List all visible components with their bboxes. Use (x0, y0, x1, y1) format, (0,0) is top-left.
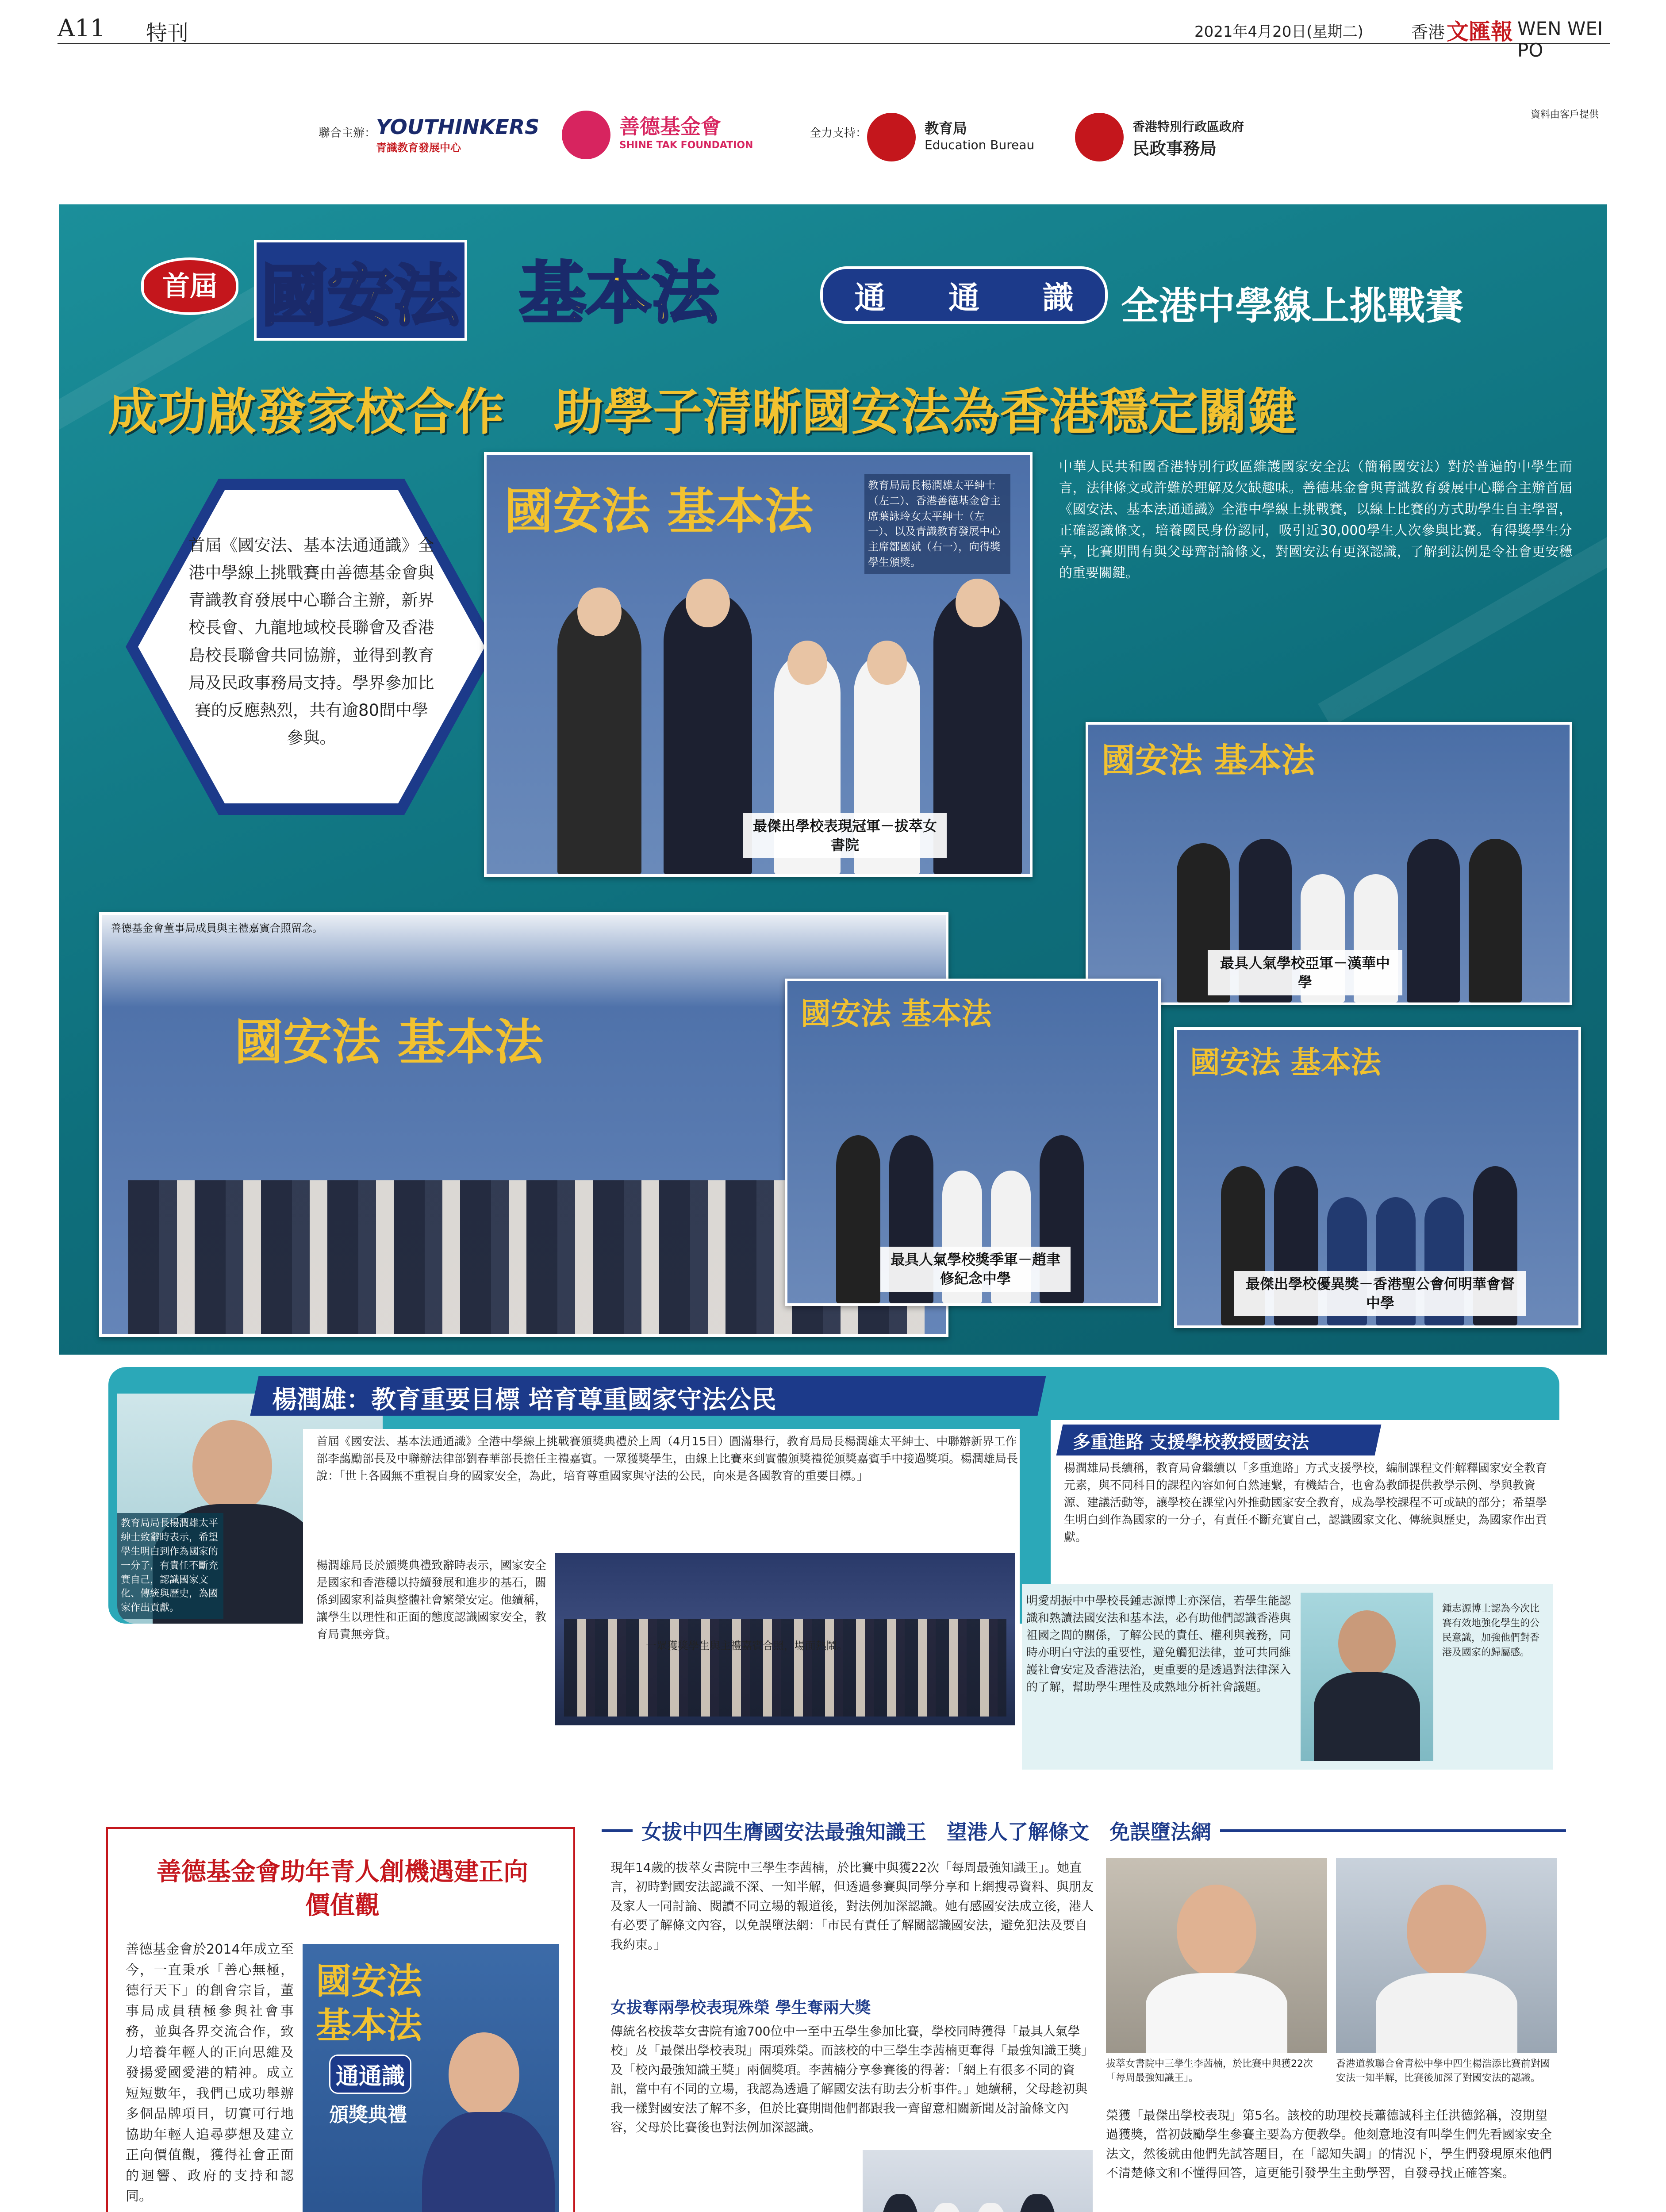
girl-p1: 現年14歲的拔萃女書院中三學生李茜楠，於比賽中與獲22次「每周最強知識王」。她直言，初時對國安法認識不深、一知半解，但透過參賽與同學分享和上網搜尋資料、與朋友及家人一同討論、閱讀不同立場的報道後，對法例加深認識。她有感國安法成立後，港人有必要了解條文內容，以免誤墮法網：「市民有責任了解關認識國安法，避免犯法及要自我約束。」 (610, 1860, 1094, 1952)
edb-logo (925, 117, 1040, 152)
backdrop-title: 國安法 基本法 (801, 996, 992, 1032)
backdrop-title: 國安法 基本法 (504, 483, 814, 540)
poster-line: 國安法 (316, 1960, 422, 2002)
tong-char: 通 (948, 279, 979, 316)
principal-body (1314, 1672, 1420, 1761)
tong-char: 識 (1042, 279, 1074, 316)
boy-student-head (1407, 1885, 1486, 1978)
shine-tak-logo-icon (562, 111, 610, 159)
shine-tak-logo (619, 111, 765, 159)
girl-p2: 傳統名校拔萃女書院有逾700位中一至中五學生參加比賽，學校同時獲得「最具人氣學校」及「最傑出學校表現」兩項殊榮。而該校的中三學生李茜楠更奪得「最強知識王獎」及「校內最強知識王獎」兩個獎項。李茜楠分享參賽後的得著：「網上有很多不同的資訊，當中有不同的立場，我認為透過了解國安法有助去分析事件。」她續稱，父母趁初與我一樣對國安法了解不多，但於比賽期間他們都跟我一齊留意相關新聞及討論條文內容，父母於比賽後也對法例加深認識。 (610, 2024, 1088, 2135)
main-photo-side-caption: 教育局局長楊潤雄太平紳士（左二）、香港善德基金會主席葉詠玲女太平紳士（左一）、以及青識教育發展中心主席鄒國斌（右一），向得獎學生頒獎。 (864, 474, 1010, 574)
yeung-head (192, 1420, 272, 1513)
yeung-photo-caption: 教育局局長楊潤雄太平紳士致辭時表示，希望學生明白到作為國家的一分子，有責任不斷充實自己，認識國家文化、傳統與歷史，為國家作出貢獻。 (117, 1513, 223, 1619)
chairwoman-body (422, 2112, 555, 2212)
hab-line2: 民政事務局 (1132, 139, 1217, 158)
section-name: 特刊 (146, 21, 189, 46)
region-label: 香港 (1411, 23, 1445, 42)
hab-logo (1132, 117, 1318, 159)
issue-date: 2021年4月20日(星期二) (1194, 23, 1363, 41)
title-block (254, 235, 851, 337)
girl-article-title: 女拔中四生膺國安法最強知識王 望港人了解條文 免誤墮法網 (633, 1816, 1220, 1845)
main-photo-caption: 最傑出學校表現冠軍－拔萃女書院 (743, 813, 947, 858)
banner-subtitle: 全港中學線上挑戰賽 (1121, 284, 1463, 328)
tong-char: 通 (854, 279, 886, 316)
p3-label: 善德基金會董事局成員與主禮嘉賓合照留念。 (111, 922, 323, 934)
poster-line: 基本法 (316, 2005, 422, 2046)
boy-photo-caption: 香港道教聯合會青松中學中四生楊浩添比賽前對國安法一知半解，比賽後加深了對國安法的認識。 (1336, 2058, 1551, 2084)
photo-credit: 資料由客戶提供 (1531, 109, 1599, 120)
person-head (956, 579, 1000, 627)
p2-caption: 最具人氣學校亞軍－漢華中學 (1208, 950, 1402, 995)
outstanding-merit-photo (1174, 1027, 1581, 1328)
youthinkers-logo (376, 115, 540, 155)
first-badge (141, 257, 238, 315)
side-title: 多重進路 支援學校教授國安法 (1073, 1432, 1309, 1452)
principal-text: 明愛胡振中中學校長鍾志源博士亦深信，若學生能認識和熟讀法國安法和基本法，必有助他們認識香港與祖國之間的關係，了解公民的責任、權利與義務，同時亦明白守法的重要性，避免觸犯法律，並可共同維護社會安定及香港法治，更重要的是透過對法律深入的了解，幫助學生理性及成熟地分析社會議題。 (1026, 1594, 1291, 1694)
support-label: 全力支持： (810, 127, 868, 140)
person (933, 591, 1022, 874)
newspaper-name: 文匯報 (1447, 19, 1513, 45)
person-head (867, 641, 907, 685)
youthinkers-sub: 青識教育發展中心 (376, 142, 461, 154)
side-text: 楊潤雄局長續稱，教育局會繼續以「多重進路」方式支援學校，編制課程文件解釋國家安全教育元素，與不同科目的課程內容如何自然連繫，有機結合，也會為教師提供教學示例、學與教資源、建議活動等，讓學校在課堂內外推動國家安全教育，成為學校課程不可或缺的部分；希望學生明白到作為國家的一分子，有責任不斷充實自己，認識國家文化、傳統與歷史，為國家作出貢獻。 (1064, 1462, 1547, 1544)
girl-right-p1: 榮獲「最傑出學校表現」第5名。該校的助理校長蕭德誠科主任洪德銘稱，沒期望過獲獎，當初鼓勵學生參賽主要為方便教學。他刻意地沒有叫學生們先看國家安全法文，然後就由他們先試答題目，在「認知失調」的情況下，學生們發現原來他們不清楚條文和不懂得回答，這更能引發學生主動學習，自發尋找正確答案。 (1106, 2108, 1552, 2181)
boy-student-body (1376, 1973, 1517, 2053)
teacher-students-photo (863, 2150, 1093, 2212)
left-article-title: 善德基金會助年青人創機遇建正向價值觀 (157, 1857, 528, 1920)
audience-crowd (564, 1619, 1006, 1717)
youthinkers-name: YOUTHINKERS (376, 115, 540, 139)
edb-cn: 教育局 (925, 120, 967, 137)
shine-tak-en: SHINE TAK FOUNDATION (619, 140, 753, 151)
hexagon-text: 首屆《國安法、基本法通通識》全港中學線上挑戰賽由善德基金會與青識教育發展中心聯合主辦，新界校長會、九龍地域校長聯會及香港島校長聯會共同協辦，並得到教育局及民政事務局支持。學界參加比賽的反應熱烈，共有逾80間中學參與。 (188, 536, 434, 748)
principal-head (1338, 1610, 1396, 1677)
person (664, 591, 752, 874)
girl-student-body (1146, 1973, 1287, 2053)
yeung-text1: 首屆《國安法、基本法通通識》全港中學線上挑戰賽頒獎典禮於上周（4月15日）圓滿舉行，教育局局長楊潤雄太平紳士、中聯辦新界工作部李藹勵部長及中聯辦法律部劉春華部長擔任主禮嘉賓。一眾獲獎學生，由線上比賽來到實體頒獎禮從頒獎嘉賓手中接過獎項。楊潤雄局長說：「世上各國無不重視自身的國家安全，為此，培育尊重國家與守法的公民，向來是各國教育的重要目標。」 (316, 1435, 1018, 1483)
person-head (686, 579, 730, 627)
shine-tak-article (106, 1827, 575, 2212)
title-nsl: 國安法 (254, 240, 467, 341)
backdrop-title: 國安法 基本法 (234, 1014, 544, 1071)
person-head (577, 588, 622, 636)
principal-photo (1301, 1593, 1433, 1761)
girl-student-photo (1106, 1858, 1327, 2053)
girl-student-head (1177, 1885, 1256, 1978)
intro-text: 中華人民共和國香港特別行政區維護國家安全法（簡稱國安法）對於普遍的中學生而言，法律條文或許難於理解及欠缺趣味。善德基金會與青識教育發展中心聯合主辦首屆《國安法、基本法通通識》全港中學線上挑戰賽，以線上比賽的方式助學生自主學習，正確認識條文，培養國民身份認同，吸引近30,000學生人次參與比賽。有得獎學生分享，比賽期間有與父母齊討論條文，對國安法有更深認識，了解到法例是令社會更安穩的重要關鍵。 (1059, 459, 1572, 581)
p4-caption: 最具人氣學校獎季軍－趙聿修紀念中學 (880, 1247, 1071, 1292)
backdrop-title: 國安法 基本法 (1190, 1045, 1381, 1080)
popular-runnerup-photo (1086, 722, 1572, 1005)
backdrop-title: 國安法 基本法 (1102, 741, 1315, 780)
shine-tak-name: 善德基金會 (619, 115, 721, 138)
chairwoman-head (449, 2032, 519, 2116)
girl-sub1: 女拔奪兩學校表現殊榮 學生奪兩大獎 (610, 1999, 871, 2017)
chairwoman-photo (303, 1944, 559, 2212)
page-number: A11 (58, 14, 105, 42)
left-article-p1: 善德基金會於2014年成立至今，一直秉承「善心無極，德行天下」的創會宗旨，董事局成員積極參與社會事務，並與各界交流合作，致力培養年輕人的正向思維及發揚愛國愛港的精神。成立短短數年，我們已成功舉辦多個品牌項目，切實可行地協助年輕人追尋夢想及建立正向價值觀，獲得社會正面的迴響、政府的支持和認同。 (126, 1942, 294, 2204)
boy-student-photo (1336, 1858, 1557, 2053)
hksar-emblem-icon (1075, 113, 1124, 161)
edb-en: Education Bureau (925, 138, 1035, 152)
first-badge-text: 首屆 (162, 270, 217, 302)
page-header (58, 13, 1610, 61)
poster-line: 通通識 (329, 2055, 411, 2094)
girl-photo-caption: 拔萃女書院中三學生李茜楠，於比賽中與獲22次「每周最強知識王」。 (1106, 2058, 1313, 2084)
hab-line1: 香港特別行政區政府 (1132, 119, 1244, 134)
audience-caption: 一眾獲獎學生與主禮嘉賓合照，場面熱鬧。 (646, 1640, 848, 1652)
feature-box (59, 204, 1607, 1355)
sponsor-bar (58, 102, 1610, 173)
yeung-title: 楊潤雄：教育重要目標 培育尊重國家守法公民 (272, 1385, 776, 1414)
tong-badge (820, 266, 1108, 324)
newspaper-en: WEN WEI PO (1517, 18, 1603, 61)
p5-caption: 最傑出學校優異獎－香港聖公會何明華會督中學 (1234, 1271, 1526, 1316)
poster-line: 頒獎典禮 (329, 2104, 407, 2126)
edb-emblem-icon (867, 113, 916, 161)
yeung-text2: 楊潤雄局長於頒獎典禮致辭時表示，國家安全是國家和香港穩以持續發展和進步的基石，關係到國家利益與整體社會繁榮安定。他續稱，讓學生以理性和正面的態度認識國家安全，教育局責無旁貸。 (316, 1559, 547, 1641)
person (557, 600, 641, 874)
person-head (787, 641, 827, 685)
popular-third-photo (785, 979, 1161, 1306)
title-basic-law: 基本法 (519, 254, 719, 332)
organizer-label: 聯合主辦： (319, 127, 376, 140)
principal-caption: 鍾志源博士認為今次比賽有效地強化學生的公民意識，加強他們對香港及國家的歸屬感。 (1442, 1603, 1540, 1658)
banner-headline: 成功啟發家校合作 助學子清晰國安法為香港穩定關鍵 (108, 383, 1297, 441)
